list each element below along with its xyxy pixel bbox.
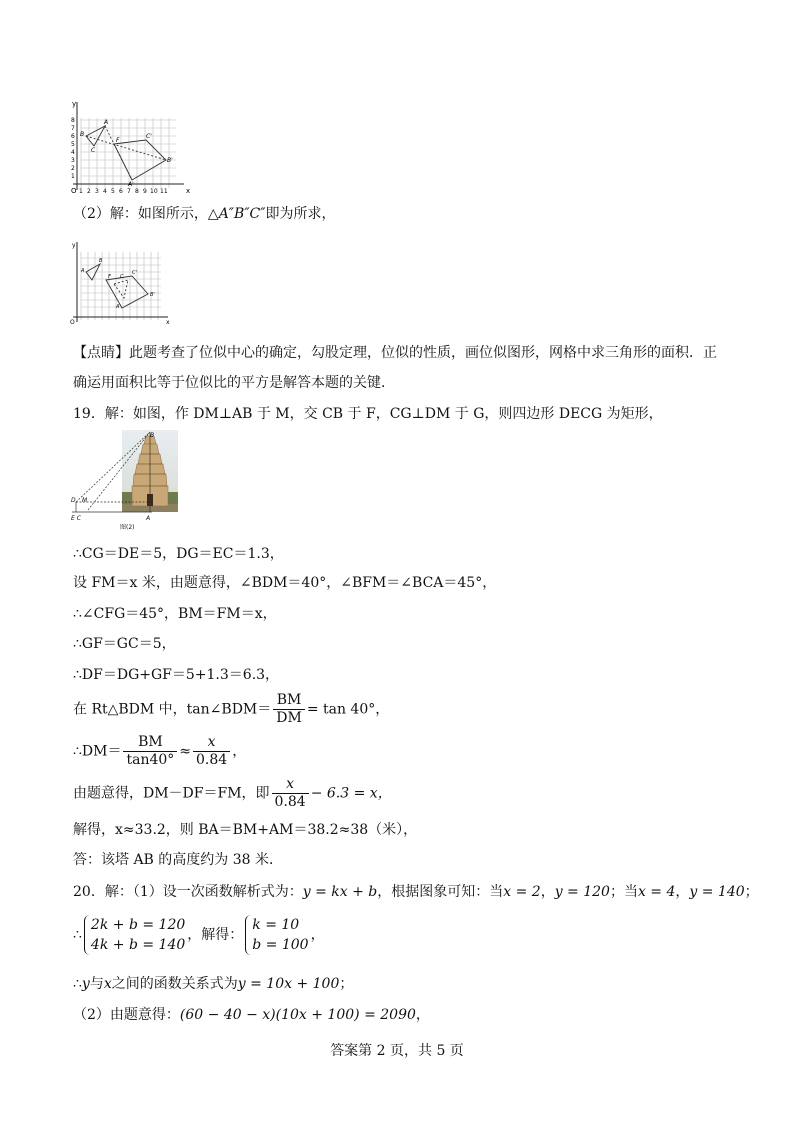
- coordinate-figure-2: [66, 240, 176, 326]
- fraction-denominator: tan40°: [126, 752, 175, 768]
- review-line-2: 确运用面积比等于位似比的平方是解答本题的关键．: [73, 375, 395, 391]
- q19-line-5: ∴DF＝DG+GF＝5+1.3＝6.3，: [73, 667, 280, 683]
- condition-x2: x = 2: [503, 884, 541, 900]
- l8-suffix: − 6.3 = x，: [310, 785, 392, 802]
- q19-line-6: [73, 692, 389, 727]
- fraction-x-084: [193, 734, 230, 769]
- x-tick: 10: [150, 188, 158, 195]
- q19-line-2: 设 FM＝x 米，由题意得，∠BDM＝40°，∠BFM＝∠BCA＝45°，: [73, 575, 497, 591]
- approx-sign: ≈: [179, 743, 192, 760]
- triangle-label: △A″B″C″: [207, 206, 266, 222]
- fraction-denominator: DM: [276, 710, 302, 726]
- x-tick: 3: [95, 188, 99, 195]
- equation-2: 4k + b = 140: [90, 937, 186, 953]
- separator: ；: [339, 976, 354, 992]
- separator: ，: [415, 1007, 430, 1023]
- separator: ；: [744, 884, 759, 900]
- linear-expr: y = kx + b: [302, 884, 378, 900]
- point-label: B': [150, 292, 155, 298]
- q19-line-4: ∴GF＝GC＝5，: [73, 636, 176, 652]
- condition-y140: y = 140: [689, 884, 745, 900]
- y-tick: 1: [71, 173, 75, 180]
- origin-label: O: [71, 187, 77, 195]
- photo-label-m: M: [82, 497, 88, 504]
- y-tick: 2: [71, 165, 75, 172]
- l8-prefix: 由题意得，DM－DF＝FM，即: [73, 785, 270, 802]
- x-tick: 1: [79, 188, 83, 195]
- x-tick: 7: [127, 188, 131, 195]
- y-tick: 5: [71, 141, 75, 148]
- x-tick: 11: [160, 188, 168, 195]
- relation-text: 之间的函数关系式为: [111, 976, 238, 992]
- page-footer: 答案第 2 页，共 5 页: [330, 1043, 464, 1059]
- point-label: C: [91, 147, 96, 154]
- point-label: B: [80, 131, 85, 138]
- photo-label-a: A: [146, 515, 151, 522]
- coordinate-figure-1: [66, 98, 196, 196]
- l7-prefix: ∴DM＝: [73, 743, 122, 760]
- q19-line-7: [73, 734, 246, 769]
- pagoda-photo: [70, 430, 182, 530]
- separator: ，: [540, 884, 555, 900]
- y-tick: 4: [71, 149, 75, 156]
- q20-prefix: 20．解：（1）设一次函数解析式为：: [73, 884, 303, 900]
- solution-k: k = 10: [252, 917, 300, 933]
- point-label: A': [128, 181, 134, 188]
- x-axis-label: x: [166, 319, 170, 326]
- fraction-denominator: 0.84: [274, 794, 306, 810]
- x-tick: 8: [135, 188, 139, 195]
- separator: ，: [310, 927, 325, 943]
- point-label: A: [104, 119, 109, 126]
- q20-line-4: [73, 1006, 430, 1024]
- y-tick: 8: [71, 117, 75, 124]
- fraction-numerator: x: [193, 734, 230, 752]
- fraction-numerator: BM: [273, 692, 305, 710]
- photo-caption: 图(2): [120, 524, 135, 530]
- origin-label: O: [70, 319, 75, 326]
- part2-prefix: （2）解：如图所示，: [73, 206, 208, 222]
- x-tick: 9: [143, 188, 147, 195]
- separator: ；: [609, 884, 624, 900]
- y-tick: 6: [71, 133, 75, 140]
- condition-y120: y = 120: [554, 884, 610, 900]
- l7-suffix: ，: [232, 743, 247, 760]
- q19-line-9: 解得，x≈33.2，则 BA＝BM+AM＝38.2≈38（米），: [73, 822, 418, 838]
- point-label: C': [132, 270, 137, 276]
- therefore: ∴: [73, 976, 82, 992]
- therefore: ∴: [73, 927, 82, 943]
- point-label: C': [146, 133, 152, 140]
- fraction-bm-tan: [123, 734, 177, 769]
- q19-line-10: 答：该塔 AB 的高度约为 38 米．: [73, 852, 284, 868]
- y-axis-label: y: [72, 242, 76, 249]
- var-x: x: [103, 976, 112, 992]
- point-label: B: [99, 258, 103, 264]
- l6-suffix: = tan 40°，: [306, 701, 390, 718]
- var-y: y: [81, 976, 90, 992]
- x-axis-label: x: [186, 187, 191, 195]
- and-text: 与: [89, 976, 104, 992]
- function-expr: y = 10x + 100: [237, 976, 340, 992]
- part2-prefix: （2）由题意得：: [73, 1007, 180, 1023]
- point-label: B': [167, 157, 173, 164]
- q20-line-1: 20．解：（1）设一次函数解析式为：y = kx + b，根据图象可知：当x = 2，y = 120；当x = 4，y = 140；: [73, 884, 759, 900]
- fraction-numerator: BM: [123, 734, 177, 752]
- solution-b: b = 100: [252, 937, 309, 953]
- x-tick: 2: [87, 188, 91, 195]
- point-label: A': [116, 304, 121, 310]
- point-label: A: [81, 268, 85, 274]
- point-label: F: [116, 137, 120, 144]
- photo-label-ec: E C: [71, 515, 81, 522]
- q19-line-1: ∴CG＝DE＝5，DG＝EC＝1.3，: [73, 546, 284, 562]
- photo-label-d: D: [71, 497, 76, 504]
- fraction-bm-dm: [273, 692, 305, 727]
- point-label: F: [108, 274, 111, 280]
- separator: ，: [675, 884, 690, 900]
- q20-mid: ，根据图象可知：当: [377, 884, 504, 900]
- solve-text: ，解得：: [187, 927, 244, 943]
- equation-expr: (60 − 40 − x)(10x + 100) = 2090: [179, 1007, 416, 1023]
- q19-line-8: [73, 776, 392, 811]
- fraction-numerator: x: [272, 776, 309, 794]
- part2-suffix: 即为所求，: [265, 206, 336, 222]
- q20-line-3: [73, 975, 353, 993]
- review-line-1: 【点睛】此题考查了位似中心的确定，勾股定理，位似的性质，画位似图形，网格中求三角形的面积．正: [73, 345, 717, 361]
- l6-prefix: 在 Rt△BDM 中，tan∠BDM＝: [73, 701, 272, 718]
- x-tick: 6: [119, 188, 123, 195]
- y-tick: 7: [71, 125, 75, 132]
- solution-system: [245, 915, 308, 955]
- equation-system: [84, 915, 185, 955]
- point-label: C: [120, 274, 124, 280]
- q19-intro: 19．解：如图，作 DM⊥AB 于 M，交 CB 于 F，CG⊥DM 于 G，则四边形 DECG 为矩形，: [73, 406, 663, 422]
- x-tick: 5: [111, 188, 115, 195]
- part2-line: [73, 205, 336, 223]
- equation-1: 2k + b = 120: [90, 917, 186, 933]
- fraction-x-084: [272, 776, 309, 811]
- q19-line-3: ∴∠CFG＝45°，BM＝FM＝x，: [73, 606, 277, 622]
- fraction-denominator: 0.84: [196, 752, 228, 768]
- condition-x4: x = 4: [637, 884, 676, 900]
- q20-system-line: [73, 915, 325, 955]
- photo-label-b: B: [150, 432, 155, 439]
- x-tick: 4: [103, 188, 107, 195]
- y-axis-label: y: [72, 100, 77, 108]
- y-tick: 3: [71, 157, 75, 164]
